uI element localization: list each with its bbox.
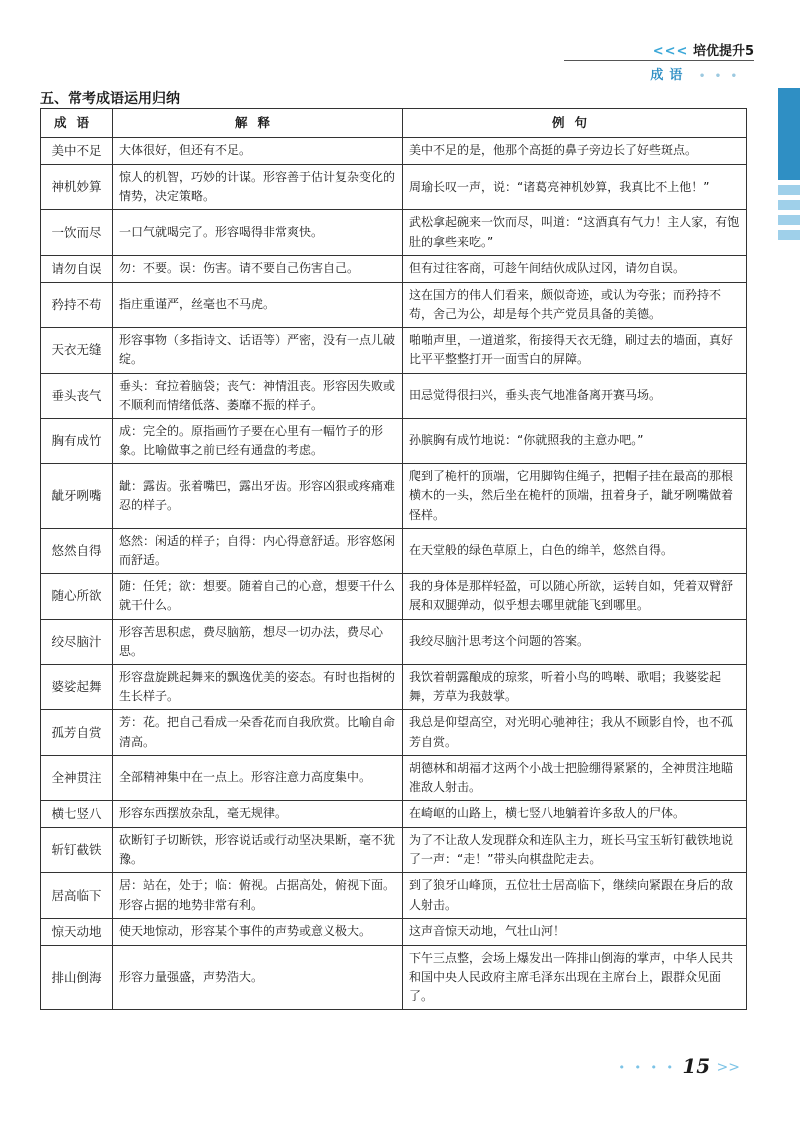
idiom-cell: 神机妙算	[41, 165, 113, 210]
header-subtitle	[650, 64, 740, 83]
table-row	[41, 165, 747, 210]
idiom-cell: 天衣无缝	[41, 328, 113, 373]
table-row	[41, 619, 747, 664]
footer-dots: • • • •	[618, 1061, 676, 1074]
table-row	[41, 828, 747, 873]
page-number: 15	[682, 1054, 711, 1078]
meaning-cell: 成：完全的。原指画竹子要在心里有一幅竹子的形象。比喻做事之前已经有通盘的考虑。	[113, 418, 403, 463]
table-row	[41, 710, 747, 755]
table-row	[41, 801, 747, 828]
header-rule	[564, 60, 754, 61]
side-tabs	[778, 88, 800, 245]
idiom-cell: 斩钉截铁	[41, 828, 113, 873]
example-cell: 周瑜长叹一声，说：“诸葛亮神机妙算，我真比不上他！”	[403, 165, 747, 210]
idiom-cell: 全神贯注	[41, 755, 113, 800]
meaning-cell: 砍断钉子切断铁，形容说话或行动坚决果断，毫不犹豫。	[113, 828, 403, 873]
table-row	[41, 873, 747, 918]
example-cell: 在崎岖的山路上，横七竖八地躺着许多敌人的尸体。	[403, 801, 747, 828]
table-row	[41, 945, 747, 1010]
idiom-table	[40, 108, 747, 1010]
table-row	[41, 255, 747, 282]
idiom-cell: 排山倒海	[41, 945, 113, 1010]
idiom-cell: 一饮而尽	[41, 210, 113, 255]
example-cell: 武松拿起碗来一饮而尽，叫道：“这酒真有气力！主人家，有饱肚的拿些来吃。”	[403, 210, 747, 255]
idiom-cell: 矜持不苟	[41, 282, 113, 327]
idiom-cell: 美中不足	[41, 138, 113, 165]
meaning-cell: 悠然：闲适的样子；自得：内心得意舒适。形容悠闲而舒适。	[113, 528, 403, 573]
header-arrows: <<<	[652, 44, 689, 59]
header-title	[564, 40, 754, 59]
page-footer	[619, 1054, 740, 1078]
idiom-cell: 横七竖八	[41, 801, 113, 828]
side-tab-dark	[778, 88, 800, 180]
meaning-cell: 大体很好，但还有不足。	[113, 138, 403, 165]
idiom-cell: 惊天动地	[41, 918, 113, 945]
example-cell: 在天堂般的绿色草原上，白色的绵羊，悠然自得。	[403, 528, 747, 573]
idiom-cell: 绞尽脑汁	[41, 619, 113, 664]
example-cell: 我饮着朝露酿成的琼浆，听着小鸟的鸣啭、歌唱；我婆娑起舞，芳草为我鼓掌。	[403, 664, 747, 709]
idiom-cell: 垂头丧气	[41, 373, 113, 418]
column-header-meaning: 解释	[113, 109, 403, 138]
meaning-cell: 形容苦思积虑，费尽脑筋，想尽一切办法，费尽心思。	[113, 619, 403, 664]
example-cell: 为了不让敌人发现群众和连队主力，班长马宝玉斩钉截铁地说了一声：“走！”带头向棋盘陀走去。	[403, 828, 747, 873]
side-tab-light	[778, 185, 800, 195]
idiom-cell: 居高临下	[41, 873, 113, 918]
meaning-cell: 一口气就喝完了。形容喝得非常爽快。	[113, 210, 403, 255]
meaning-cell: 形容盘旋跳起舞来的飘逸优美的姿态。有时也指树的生长样子。	[113, 664, 403, 709]
idiom-cell: 悠然自得	[41, 528, 113, 573]
meaning-cell: 随：任凭；欲：想要。随着自己的心意，想要干什么就干什么。	[113, 574, 403, 619]
table-row	[41, 755, 747, 800]
idiom-cell: 孤芳自赏	[41, 710, 113, 755]
side-tab-light	[778, 230, 800, 240]
meaning-cell: 勿：不要。误：伤害。请不要自己伤害自己。	[113, 255, 403, 282]
header-subtitle-dots: • • •	[698, 71, 740, 82]
idiom-cell: 随心所欲	[41, 574, 113, 619]
meaning-cell: 使天地惊动，形容某个事件的声势或意义极大。	[113, 918, 403, 945]
example-cell: 我绞尽脑汁思考这个问题的答案。	[403, 619, 747, 664]
meaning-cell: 形容力量强盛，声势浩大。	[113, 945, 403, 1010]
column-header-example: 例句	[403, 109, 747, 138]
table-row	[41, 138, 747, 165]
example-cell: 爬到了桅杆的顶端，它用脚钩住绳子，把帽子挂在最高的那根横木的一头，然后坐在桅杆的顶端，扭着身子，龇牙咧嘴做着怪样。	[403, 464, 747, 529]
meaning-cell: 芳：花。把自己看成一朵香花而自我欣赏。比喻自命清高。	[113, 710, 403, 755]
table-row	[41, 282, 747, 327]
example-cell: 孙膑胸有成竹地说：“你就照我的主意办吧。”	[403, 418, 747, 463]
table-row	[41, 918, 747, 945]
meaning-cell: 垂头：耷拉着脑袋；丧气：神情沮丧。形容因失败或不顺利而情绪低落、萎靡不振的样子。	[113, 373, 403, 418]
example-cell: 这在国方的伟人们看来，颇似奇迹，或认为夸张；而矜持不苟，舍己为公，却是每个共产党员具备的美德。	[403, 282, 747, 327]
column-header-word: 成语	[41, 109, 113, 138]
table-row	[41, 464, 747, 529]
example-cell: 但有过往客商，可趁午间结伙成队过冈，请勿自误。	[403, 255, 747, 282]
table-row	[41, 373, 747, 418]
idiom-cell: 胸有成竹	[41, 418, 113, 463]
meaning-cell: 形容东西摆放杂乱，毫无规律。	[113, 801, 403, 828]
example-cell: 田忌觉得很扫兴，垂头丧气地准备离开赛马场。	[403, 373, 747, 418]
example-cell: 美中不足的是，他那个高挺的鼻子旁边长了好些斑点。	[403, 138, 747, 165]
table-body	[41, 138, 747, 1010]
idiom-cell: 请勿自误	[41, 255, 113, 282]
example-cell: 这声音惊天动地，气壮山河！	[403, 918, 747, 945]
meaning-cell: 全部精神集中在一点上。形容注意力高度集中。	[113, 755, 403, 800]
footer-arrows: >>	[716, 1059, 740, 1076]
table-row	[41, 210, 747, 255]
table-row	[41, 574, 747, 619]
idiom-cell: 婆娑起舞	[41, 664, 113, 709]
side-tab-light	[778, 200, 800, 210]
idiom-cell: 龇牙咧嘴	[41, 464, 113, 529]
example-cell: 胡德林和胡福才这两个小战士把脸绷得紧紧的，全神贯注地瞄准敌人射击。	[403, 755, 747, 800]
section-title: 五、常考成语运用归纳	[40, 91, 180, 107]
table-row	[41, 528, 747, 573]
meaning-cell: 惊人的机智，巧妙的计谋。形容善于估计复杂变化的情势，决定策略。	[113, 165, 403, 210]
meaning-cell: 形容事物（多指诗文、话语等）严密，没有一点儿破绽。	[113, 328, 403, 373]
side-tab-light	[778, 215, 800, 225]
example-cell: 到了狼牙山峰顶，五位壮士居高临下，继续向紧跟在身后的敌人射击。	[403, 873, 747, 918]
table-row	[41, 418, 747, 463]
meaning-cell: 居：站在，处于；临：俯视。占据高处，俯视下面。形容占据的地势非常有利。	[113, 873, 403, 918]
table-row	[41, 328, 747, 373]
meaning-cell: 指庄重谨严，丝毫也不马虎。	[113, 282, 403, 327]
header-subtitle-text: 成语	[650, 68, 689, 83]
table-header-row	[41, 109, 747, 138]
example-cell: 我的身体是那样轻盈，可以随心所欲，运转自如，凭着双臂舒展和双腿弹动，似乎想去哪里就能飞到哪里。	[403, 574, 747, 619]
example-cell: 啪啪声里，一道道浆，衔接得天衣无缝，刷过去的墙面，真好比平平整整打开一面雪白的屏障。	[403, 328, 747, 373]
table-row	[41, 664, 747, 709]
example-cell: 下午三点整，会场上爆发出一阵排山倒海的掌声，中华人民共和国中央人民政府主席毛泽东出现在主席台上，跟群众见面了。	[403, 945, 747, 1010]
example-cell: 我总是仰望高空，对光明心驰神往；我从不顾影自怜，也不孤芳自赏。	[403, 710, 747, 755]
header-title-text: 培优提升5	[692, 44, 754, 59]
meaning-cell: 龇：露齿。张着嘴巴，露出牙齿。形容凶狠或疼痛难忍的样子。	[113, 464, 403, 529]
